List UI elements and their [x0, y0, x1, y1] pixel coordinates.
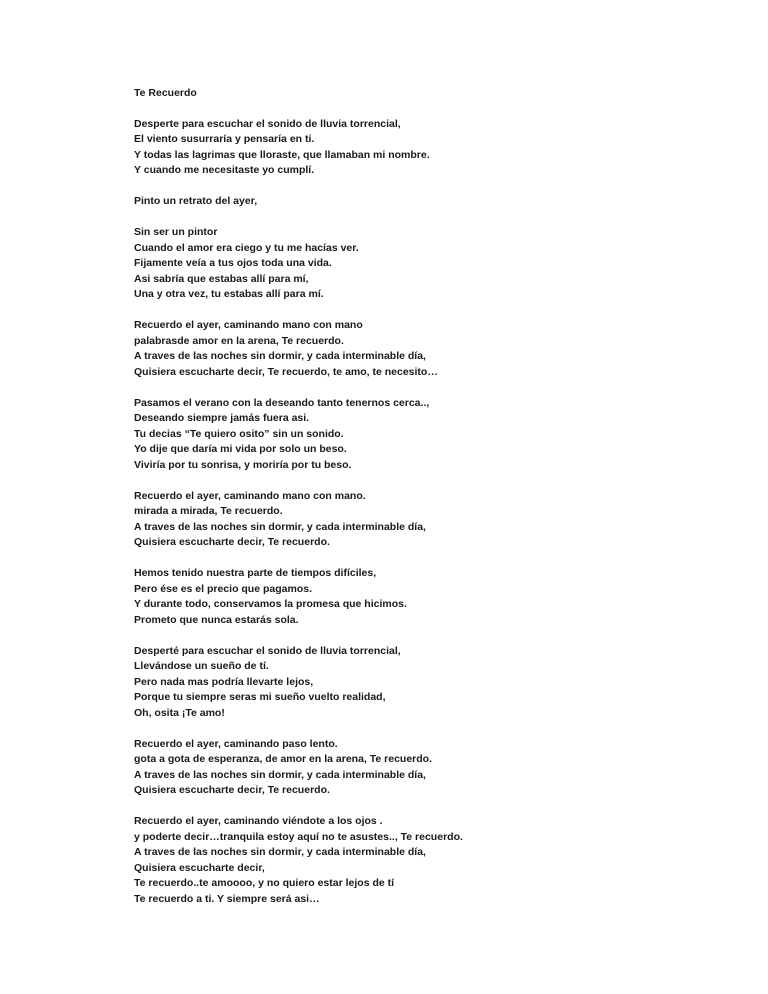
stanza [134, 566, 768, 628]
poem-line: Te recuerdo..te amoooo, y no quiero estar lejos de tí [134, 877, 395, 889]
stanza [134, 318, 768, 380]
stanza [134, 489, 768, 551]
stanza [134, 194, 768, 210]
poem-line: Y durante todo, conservamos la promesa que hicimos. [134, 598, 407, 610]
poem-line: Te recuerdo a ti. Y siempre será asi… [134, 892, 320, 905]
poem-line: mirada a mirada, Te recuerdo. [134, 505, 283, 517]
poem-line: Recuerdo el ayer, caminando paso lento. [134, 737, 338, 750]
poem-line: Quisiera escucharte decir, [134, 861, 265, 874]
poem-line: Recuerdo el ayer, caminando mano con mano [134, 319, 363, 331]
poem-line: El viento susurraría y pensaría en ti. [134, 133, 315, 145]
poem-line: Tu decias “Te quiero osito” sin un sonido. [134, 427, 344, 440]
poem-line: Recuerdo el ayer, caminando mano con mano. [134, 489, 366, 502]
poem-body [134, 117, 768, 908]
poem-line: Quisiera escucharte decir, Te recuerdo. [134, 784, 330, 796]
poem-line: palabrasde amor en la arena, Te recuerdo. [134, 334, 344, 347]
poem-line: Y todas las lagrimas que lloraste, que llamaban mi nombre. [134, 148, 430, 161]
poem-line: y poderte decir…tranquila estoy aquí no te asustes.., Te recuerdo. [134, 830, 463, 843]
poem-line: A traves de las noches sin dormir, y cada interminable día, [134, 520, 426, 533]
poem-line: Porque tu siempre seras mi sueño vuelto realidad, [134, 691, 386, 703]
poem-line: A traves de las noches sin dormir, y cada interminable día, [134, 350, 426, 362]
poem-line: Sin ser un pintor [134, 226, 218, 238]
poem-line: Fijamente veía a tus ojos toda una vida. [134, 257, 332, 269]
poem-line: Desperte para escuchar el sonido de lluvia torrencial, [134, 117, 401, 130]
poem-line: A traves de las noches sin dormir, y cada interminable día, [134, 846, 426, 858]
poem-line: Una y otra vez, tu estabas allí para mí. [134, 288, 324, 300]
stanza [134, 737, 768, 799]
stanza [134, 117, 768, 179]
poem-line: Asi sabría que estabas allí para mí, [134, 272, 309, 285]
poem-line: Pasamos el verano con la deseando tanto tenernos cerca.., [134, 396, 430, 409]
stanza [134, 814, 768, 907]
poem-line: Y cuando me necesitaste yo cumplí. [134, 164, 315, 176]
poem-line: Oh, osita ¡Te amo! [134, 706, 225, 719]
poem-line: A traves de las noches sin dormir, y cada interminable día, [134, 768, 426, 781]
poem-line: Llevándose un sueño de tí. [134, 660, 269, 672]
poem-title: Te Recuerdo [134, 87, 197, 99]
poem-line: gota a gota de esperanza, de amor en la arena, Te recuerdo. [134, 753, 432, 765]
poem-line: Hemos tenido nuestra parte de tiempos difíciles, [134, 567, 377, 579]
poem-line: Pero nada mas podría llevarte lejos, [134, 675, 314, 688]
poem-line: Pero ése es el precio que pagamos. [134, 582, 312, 595]
stanza [134, 644, 768, 722]
poem-line: Quisiera escucharte decir, Te recuerdo. [134, 536, 330, 548]
stanza [134, 225, 768, 303]
stanza [134, 396, 768, 474]
poem-line: Pinto un retrato del ayer, [134, 195, 258, 207]
poem-line: Quisiera escucharte decir, Te recuerdo, te amo, te necesito… [134, 365, 438, 378]
poem-line: Recuerdo el ayer, caminando viéndote a los ojos . [134, 815, 383, 827]
poem-line: Prometo que nunca estarás sola. [134, 613, 299, 626]
poem-line: Desperté para escuchar el sonido de lluvia torrencial, [134, 644, 401, 657]
poem-line: Cuando el amor era ciego y tu me hacías ver. [134, 241, 359, 254]
poem-line: Viviría por tu sonrisa, y moriría por tu beso. [134, 458, 352, 471]
poem-line: Yo dije que daría mi vida por solo un beso. [134, 443, 347, 455]
poem-line: Deseando siempre jamás fuera asi. [134, 412, 310, 424]
